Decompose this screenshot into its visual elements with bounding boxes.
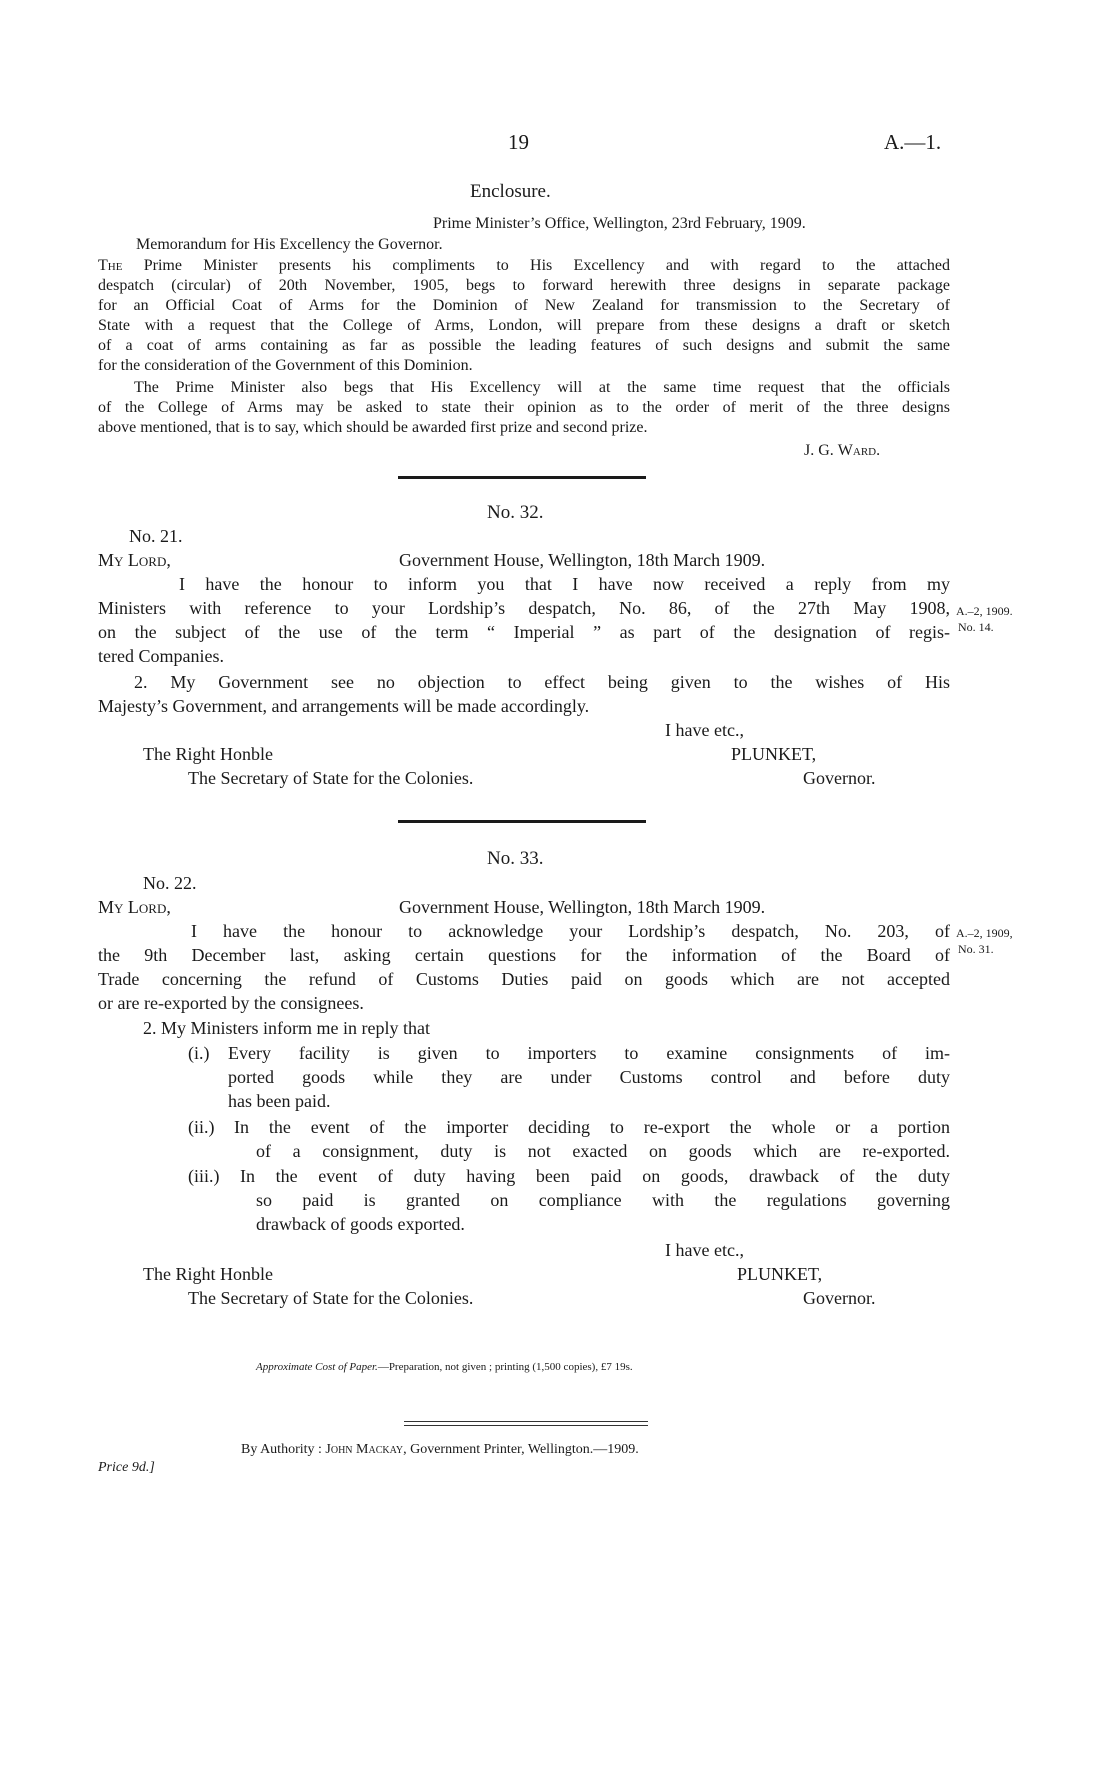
- enclosure-para2-line-3: above mentioned, that is to say, which should be awarded first prize and second prize.: [98, 419, 648, 436]
- enclosure-para1-line-2: despatch (circular) of 20th November, 1905, begs to forward herewith three designs in separate package: [98, 277, 950, 294]
- section-divider-1: [398, 476, 646, 479]
- enclosure-para2-line-1: The Prime Minister also begs that His Excellency will at the same time request that the officials: [134, 379, 950, 396]
- letter33-closing: I have etc.,: [665, 1240, 744, 1260]
- cost-of-paper-note: [256, 1361, 633, 1373]
- authority-line: [241, 1442, 639, 1458]
- price-note: Price 9d.]: [98, 1460, 155, 1475]
- letter33-heading: No. 33.: [487, 848, 544, 869]
- series-number: A.—1.: [884, 130, 942, 154]
- enclosure-para1-line-3: for an Official Coat of Arms for the Dominion of New Zealand for transmission to the Secretary of: [98, 297, 950, 314]
- cost-text: —Preparation, not given ; printing (1,500 copies), £7 19s.: [377, 1361, 633, 1373]
- letter33-dateline: Government House, Wellington, 18th March 1909.: [399, 897, 766, 917]
- letter32-body-line-6: Majesty’s Government, and arrangements will be made accordingly.: [98, 696, 590, 716]
- letter32-ref-number: No. 21.: [129, 526, 183, 546]
- letter33-addressee-2: The Secretary of State for the Colonies.: [188, 1288, 474, 1308]
- letter33-body-line-2: the 9th December last, asking certain questions for the information of the Board of: [98, 945, 950, 965]
- item-1-line-3: has been paid.: [228, 1091, 331, 1111]
- enclosure-para1-line-1: [98, 256, 950, 276]
- letter33-body-line-5: 2. My Ministers inform me in reply that: [143, 1018, 430, 1038]
- section-divider-2: [398, 820, 646, 823]
- enclosure-para1-line-1-text: Prime Minister presents his compliments to His Excellency and with regard to the attached: [143, 257, 950, 274]
- item-3-line-3: drawback of goods exported.: [256, 1214, 465, 1234]
- letter32-signer-title: Governor.: [803, 768, 876, 788]
- enclosure-para1-lead: The: [98, 257, 123, 274]
- signature-name: Ward.: [837, 442, 881, 459]
- footer-divider-1: [404, 1421, 648, 1422]
- memo-title: Memorandum for His Excellency the Governor.: [136, 236, 443, 253]
- item-1-line-2: ported goods while they are under Customs control and before duty: [228, 1067, 950, 1087]
- printer-name: John Mackay,: [325, 1442, 407, 1457]
- letter33-margin-ref-1: A.–2, 1909,: [956, 926, 1013, 940]
- enclosure-heading: Enclosure.: [470, 181, 551, 202]
- letter32-body-line-4: tered Companies.: [98, 646, 224, 666]
- enclosure-para1-line-5: of a coat of arms containing as far as possible the leading features of such designs and submit the same: [98, 337, 950, 354]
- letter32-addressee-2: The Secretary of State for the Colonies.: [188, 768, 474, 788]
- item-3-marker: (iii.): [188, 1166, 220, 1186]
- item-2-line-2: of a consignment, duty is not exacted on goods which are re-exported.: [256, 1141, 950, 1161]
- item-1-marker: (i.): [188, 1043, 210, 1063]
- letter33-margin-ref-2: No. 31.: [958, 942, 994, 956]
- letter32-closing: I have etc.,: [665, 720, 744, 740]
- enclosure-dateline: Prime Minister’s Office, Wellington, 23rd February, 1909.: [433, 215, 806, 232]
- letter32-dateline: Government House, Wellington, 18th March 1909.: [399, 550, 766, 570]
- item-1-line-1: Every facility is given to importers to examine consignments of im-: [228, 1043, 950, 1063]
- letter32-body-line-2: Ministers with reference to your Lordship’s despatch, No. 86, of the 27th May 1908,: [98, 598, 950, 618]
- letter32-salutation: My Lord,: [98, 550, 171, 570]
- footer-divider-2: [404, 1425, 648, 1426]
- signature-initials: J. G.: [804, 442, 834, 459]
- letter32-body-line-3: on the subject of the use of the term “ Imperial ” as part of the designation of regis-: [98, 622, 950, 642]
- enclosure-signature: [804, 441, 880, 461]
- letter33-ref-number: No. 22.: [143, 873, 197, 893]
- letter33-body-line-1: I have the honour to acknowledge your Lordship’s despatch, No. 203, of: [191, 921, 950, 941]
- letter33-body-line-3: Trade concerning the refund of Customs Duties paid on goods which are not accepted: [98, 969, 950, 989]
- letter33-body-line-4: or are re-exported by the consignees.: [98, 993, 364, 1013]
- letter33-signer: PLUNKET,: [737, 1264, 823, 1284]
- item-2-line-1: In the event of the importer deciding to re-export the whole or a portion: [234, 1117, 950, 1137]
- cost-label: Approximate Cost of Paper.: [256, 1361, 378, 1373]
- letter33-salutation: My Lord,: [98, 897, 171, 917]
- authority-prefix: By Authority :: [241, 1442, 322, 1457]
- letter32-margin-ref-2: No. 14.: [958, 620, 994, 634]
- enclosure-para2-line-2: of the College of Arms may be asked to state their opinion as to the order of merit of the three designs: [98, 399, 950, 416]
- letter33-addressee-1: The Right Honble: [143, 1264, 273, 1284]
- letter32-body-line-5: 2. My Government see no objection to effect being given to the wishes of His: [134, 672, 950, 692]
- letter32-margin-ref-1: A.–2, 1909.: [956, 604, 1013, 618]
- item-3-line-1: In the event of duty having been paid on goods, drawback of the duty: [240, 1166, 950, 1186]
- letter32-body-line-1: I have the honour to inform you that I have now received a reply from my: [179, 574, 950, 594]
- letter32-signer: PLUNKET,: [731, 744, 817, 764]
- item-2-marker: (ii.): [188, 1117, 215, 1137]
- enclosure-para1-line-4: State with a request that the College of Arms, London, will prepare from these designs a draft or sketch: [98, 317, 950, 334]
- authority-suffix: Government Printer, Wellington.—1909.: [410, 1442, 639, 1457]
- letter33-signer-title: Governor.: [803, 1288, 876, 1308]
- letter32-heading: No. 32.: [487, 502, 544, 523]
- item-3-line-2: so paid is granted on compliance with the regulations governing: [256, 1190, 950, 1210]
- letter32-addressee-1: The Right Honble: [143, 744, 273, 764]
- page-number: 19: [508, 130, 529, 154]
- enclosure-para1-line-6: for the consideration of the Government of this Dominion.: [98, 357, 473, 374]
